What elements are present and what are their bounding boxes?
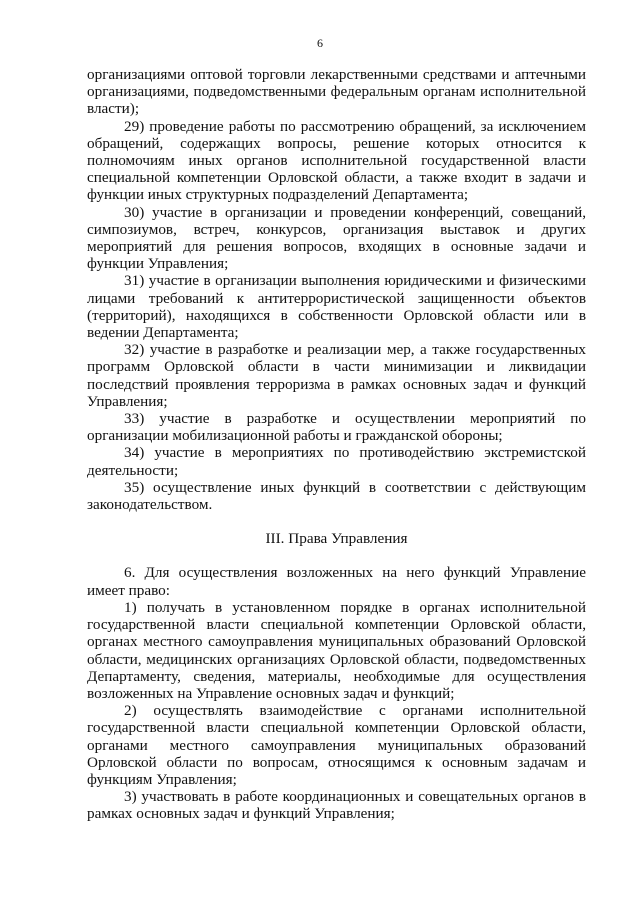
paragraph-continuation: организациями оптовой торговли лекарственными средствами и аптечными организациями, подведомственными федеральным органам исполнительной власти);: [87, 66, 586, 118]
paragraph-item-31: 31) участие в организации выполнения юридическими и физическими лицами требований к антитеррористической защищенности объектов (территорий), находящихся в собственности Орловской области или в ведении Департамента;: [87, 272, 586, 342]
paragraph-right-1: 1) получать в установленном порядке в органах исполнительной государственной власти специальной компетенции Орловской области, органах местного самоуправления муниципальных образований Орловской области, медицинских организациях Орловской области, подведомственных Департаменту, сведения, материалы, необходимые для осуществления возложенных на Управление основных задач и функций;: [87, 598, 586, 702]
paragraph-item-34: 34) участие в мероприятиях по противодействию экстремистской деятельности;: [87, 444, 586, 479]
paragraph-item-35: 35) осуществление иных функций в соответствии с действующим законодательством.: [87, 478, 586, 514]
page-number: 6: [317, 36, 323, 50]
section-heading: III. Права Управления: [265, 530, 408, 548]
paragraph-item-32: 32) участие в разработке и реализации мер, а также государственных программ Орловской области в части минимизации и ликвидации последствий проявления терроризма в рамках основных задач и функций Управления;: [87, 341, 586, 410]
paragraph-right-2: 2) осуществлять взаимодействие с органами исполнительной государственной власти специальной компетенции Орловской области, органами местного самоуправления муниципальных образований Орловской области по вопросам, относящимся к основным задачам и функциям Управления;: [87, 702, 586, 788]
paragraph-clause-6: 6. Для осуществления возложенных на него функций Управление имеет право:: [87, 564, 586, 599]
paragraph-item-30: 30) участие в организации и проведении конференций, совещаний, симпозиумов, встреч, конкурсов, организация выставок и других мероприятий для решения вопросов, входящих в основные задачи и функции Управления;: [87, 203, 586, 273]
paragraph-item-29: 29) проведение работы по рассмотрению обращений, за исключением обращений, содержащих вопросы, решение которых относится к полномочиям иных органов исполнительной государственной власти специальной компетенции Орловской области, а также входит в задачи и функции иных структурных подразделений Департамента;: [87, 117, 586, 204]
paragraph-right-3: 3) участвовать в работе координационных и совещательных органов в рамках основных задач и функций Управления;: [87, 788, 586, 823]
document-body: [87, 66, 586, 823]
paragraph-item-33: 33) участие в разработке и осуществлении мероприятий по организации мобилизационной работы и гражданской обороны;: [87, 410, 586, 445]
